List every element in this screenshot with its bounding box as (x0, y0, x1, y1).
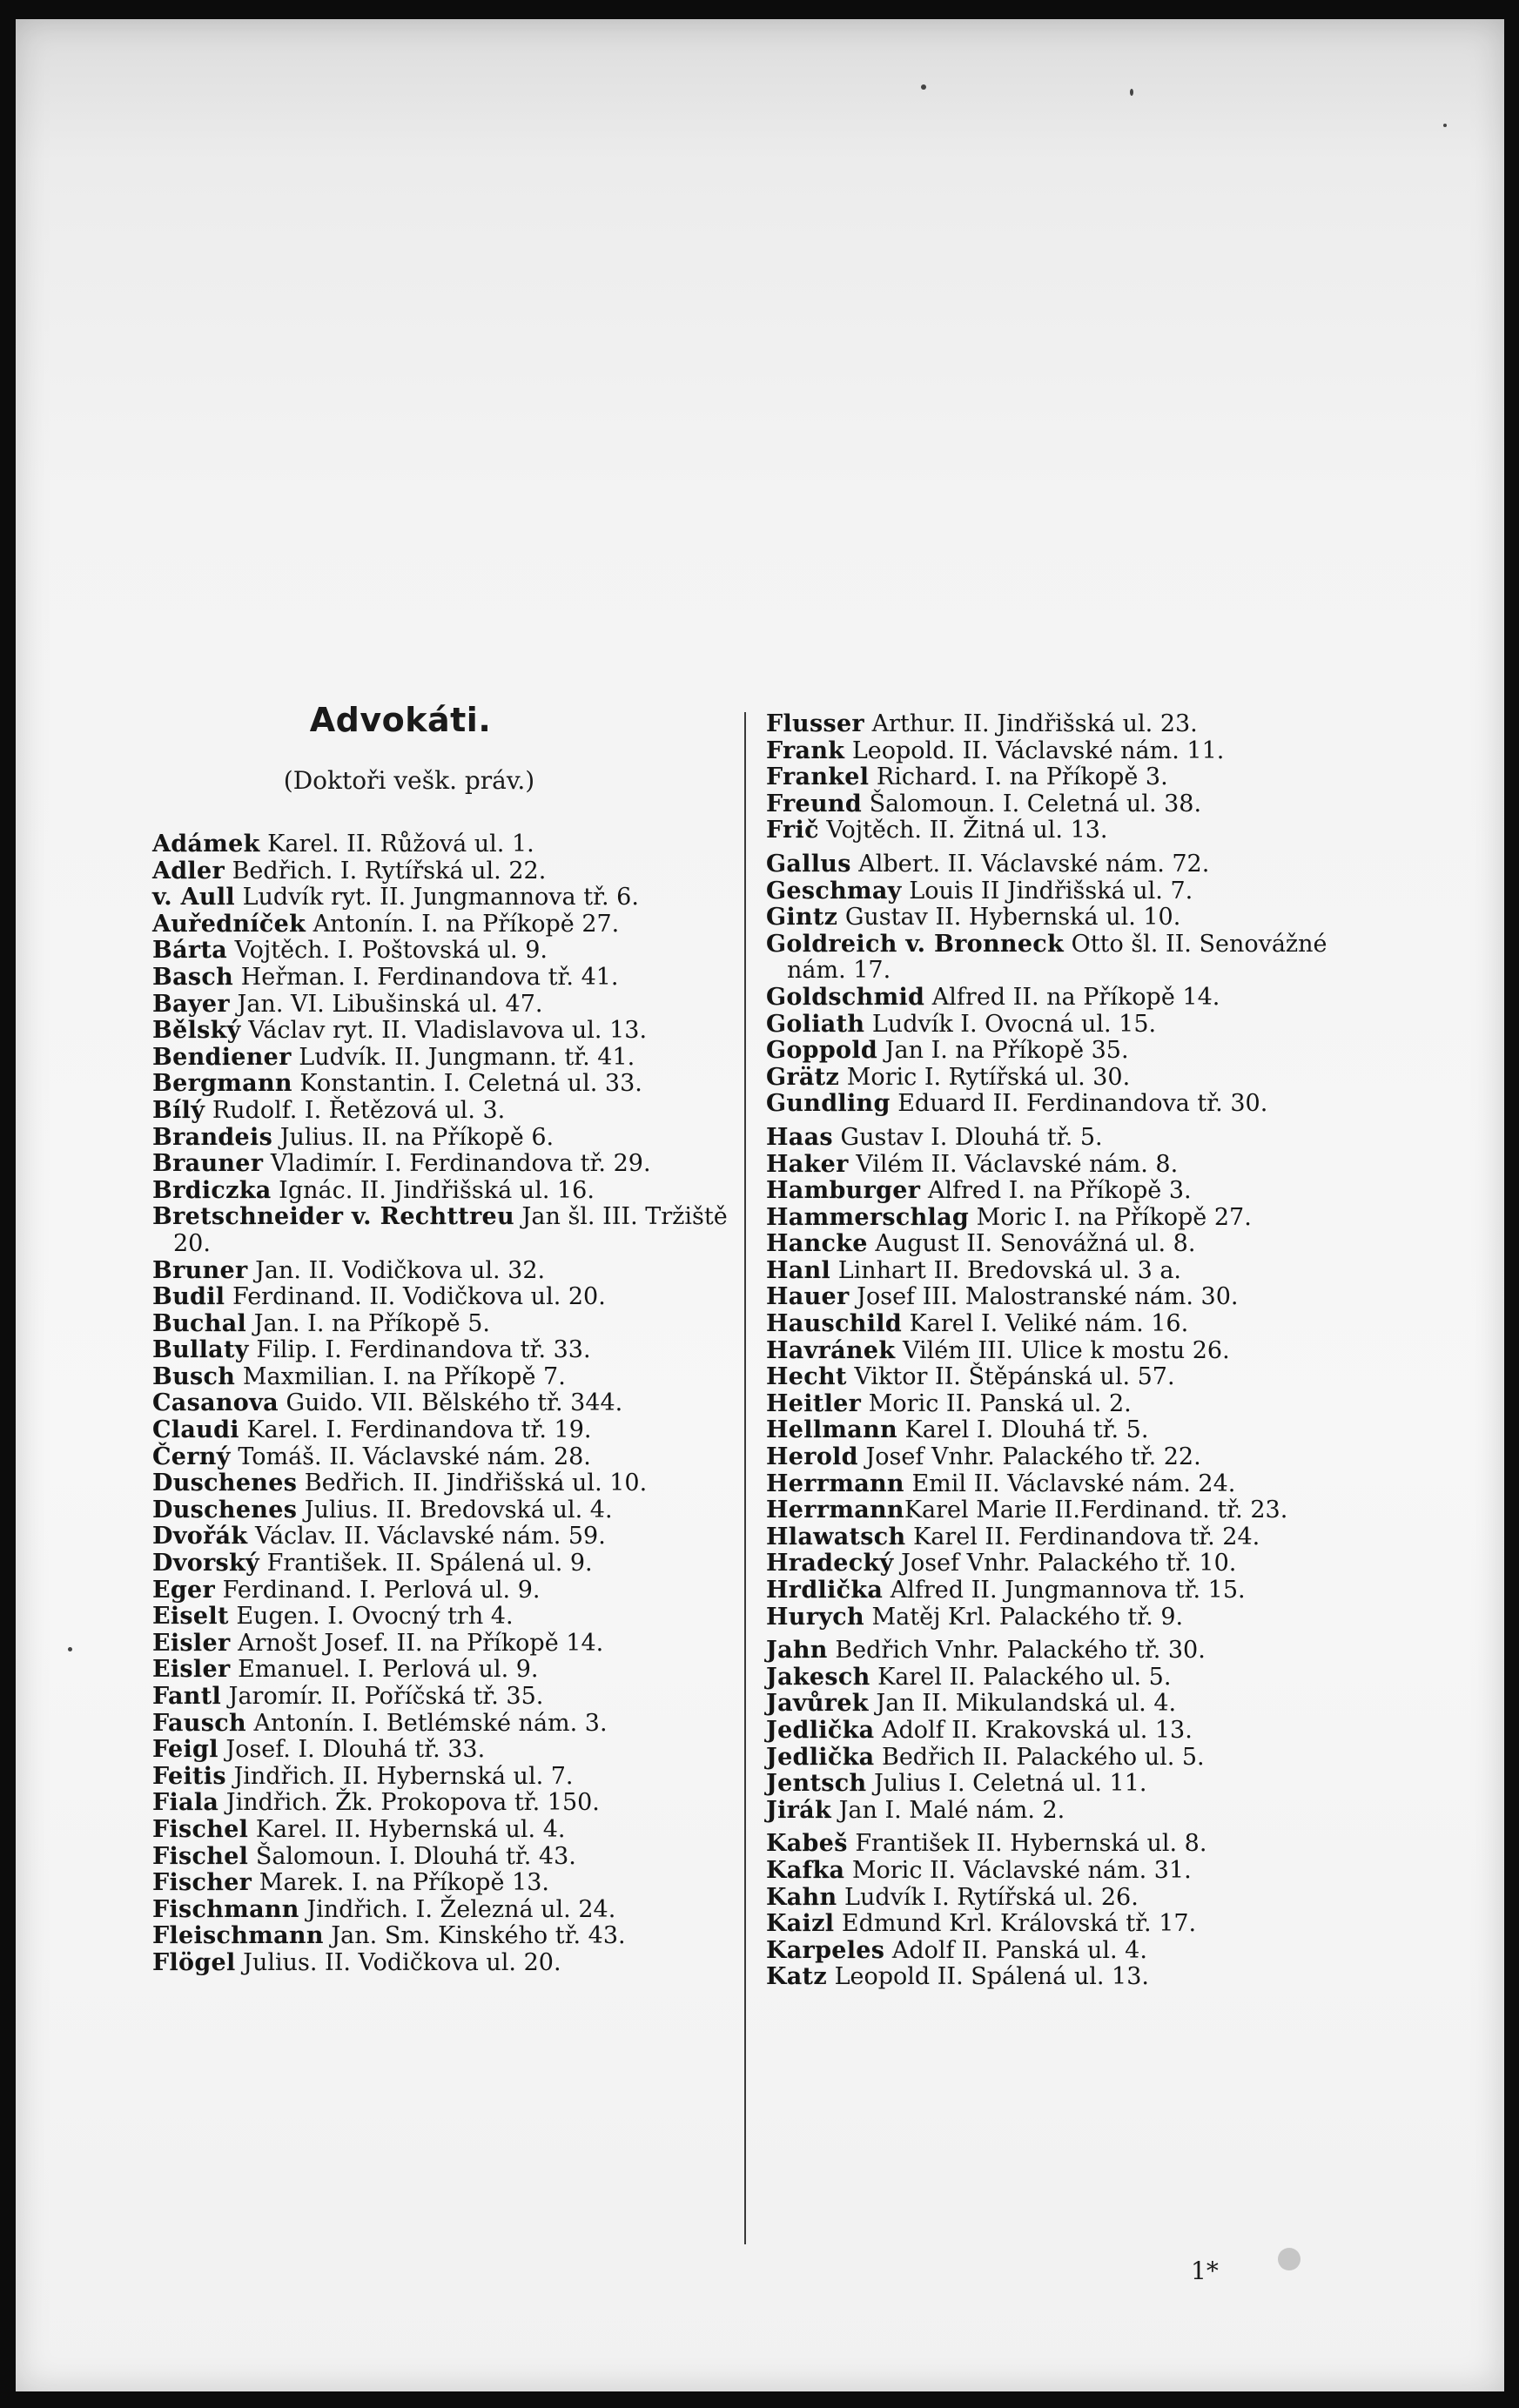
entry-name: Goppold (766, 1037, 878, 1065)
entry-name: Fleischmann (152, 1922, 324, 1950)
entry-name: Bendiener (152, 1043, 292, 1071)
entry-name: Brandeis (152, 1123, 273, 1151)
entry-name: Katz (766, 1963, 827, 1991)
entry-address: František II. Hybernská ul. 8. (855, 1830, 1207, 1858)
entry-name: Bárta (152, 937, 228, 965)
entry-name: Eger (152, 1576, 216, 1604)
entry-name: Frank (766, 737, 845, 764)
entry-name: Fischel (152, 1842, 249, 1870)
entry-name: Goliath (766, 1010, 865, 1038)
list-item (766, 1231, 1367, 1258)
ink-speck (921, 84, 926, 90)
entry-name: Flögel (152, 1948, 236, 1976)
entry-address: Linhart II. Bredovská ul. 3 a. (837, 1256, 1182, 1284)
entry-address: Eugen. I. Ovocný trh 4. (236, 1603, 514, 1631)
entry-name: Fischel (152, 1815, 249, 1843)
entry-address: Vilém III. Ulice k mostu 26. (902, 1336, 1230, 1364)
entry-name: Hanl (766, 1256, 831, 1284)
list-item (152, 1684, 753, 1711)
entry-name: Jahn (766, 1637, 828, 1665)
entry-name: Adler (152, 857, 225, 885)
ink-speck (1278, 2248, 1301, 2270)
entry-address: Josef Vnhr. Palackého tř. 10. (901, 1550, 1237, 1577)
entry-address: Šalomoun. I. Celetná ul. 38. (869, 790, 1202, 817)
entry-address: Vojtěch. II. Žitná ul. 13. (826, 817, 1108, 844)
list-item (766, 1964, 1367, 1991)
entry-address: Leopold. II. Václavské nám. 11. (851, 737, 1225, 764)
entry-address: August II. Senovážná ul. 8. (875, 1230, 1196, 1258)
entry-address: Josef. I. Dlouhá tř. 33. (225, 1736, 486, 1764)
entry-name: Casanova (152, 1389, 279, 1417)
list-item (766, 1798, 1367, 1825)
list-item (152, 1950, 753, 1977)
entry-address: Josef III. Malostranské nám. 30. (857, 1283, 1239, 1311)
list-item (766, 791, 1367, 818)
list-item (766, 1638, 1367, 1665)
list-item (766, 1065, 1367, 1092)
entry-address: Vilém II. Václavské nám. 8. (856, 1150, 1179, 1178)
entry-name: Herrmann (766, 1470, 904, 1497)
entry-name: Gintz (766, 904, 838, 932)
entry-address: Antonín. I. na Příkopě 27. (313, 910, 620, 938)
list-item (766, 1258, 1367, 1285)
list-item (152, 1390, 753, 1417)
entry-address: Albert. II. Václavské nám. 72. (858, 850, 1210, 878)
entry-address: Matěj Krl. Palackého tř. 9. (871, 1603, 1184, 1631)
entry-address: Ludvík. II. Jungmann. tř. 41. (299, 1043, 635, 1071)
list-item (766, 1771, 1367, 1798)
list-item (766, 738, 1367, 765)
list-item (152, 1045, 753, 1072)
list-item (152, 1897, 753, 1924)
entry-address: Jan. Sm. Kinského tř. 43. (331, 1922, 626, 1950)
list-item (766, 1152, 1367, 1179)
entry-name: Duschenes (152, 1470, 298, 1497)
list-item (766, 1038, 1367, 1065)
list-item (152, 1790, 753, 1817)
ink-speck (68, 1647, 72, 1651)
entry-address: Heřman. I. Ferdinandova tř. 41. (240, 963, 619, 991)
entry-address: Karel II. Ferdinandova tř. 24. (913, 1523, 1260, 1550)
entry-name: Bělský (152, 1017, 241, 1045)
page-title: Advokáti. (309, 701, 492, 739)
entry-name: Bruner (152, 1256, 248, 1284)
list-item (152, 1098, 753, 1125)
list-item (766, 878, 1367, 905)
list-item (766, 1125, 1367, 1152)
entry-name: Hradecký (766, 1550, 894, 1577)
entry-name: Gallus (766, 850, 851, 878)
entry-address: Šalomoun. I. Dlouhá tř. 43. (255, 1842, 576, 1870)
list-item (766, 985, 1367, 1012)
entry-name: Hancke (766, 1230, 868, 1258)
entry-address: Guido. VII. Bělského tř. 344. (286, 1389, 623, 1417)
entry-address: Ludvík ryt. II. Jungmannova tř. 6. (242, 884, 639, 911)
entry-address: Václav ryt. II. Vladislavova ul. 13. (248, 1017, 648, 1045)
entry-address: Jindřich. II. Hybernská ul. 7. (233, 1762, 574, 1790)
list-item (152, 1151, 753, 1178)
entry-name: Fantl (152, 1683, 222, 1710)
list-item (766, 1178, 1367, 1205)
entry-address: Karel I. Dlouhá tř. 5. (904, 1416, 1149, 1444)
entry-name: Budil (152, 1283, 225, 1311)
entry-address: Jan šl. III. Tržiště 20. (173, 1203, 728, 1257)
entry-address: Moric I. Rytířská ul. 30. (846, 1063, 1131, 1091)
list-item (152, 1737, 753, 1764)
entry-name: Feitis (152, 1762, 226, 1790)
entry-name: Hellmann (766, 1416, 897, 1444)
entry-address: Antonín. I. Betlémské nám. 3. (253, 1709, 608, 1737)
entry-name: v. Aull (152, 884, 235, 911)
list-item (152, 1844, 753, 1871)
page-signature: 1* (1191, 2257, 1219, 2285)
list-item (152, 1711, 753, 1738)
entry-address: Viktor II. Štěpánská ul. 57. (854, 1363, 1175, 1391)
list-item (152, 1817, 753, 1844)
entry-name: Jedlička (766, 1716, 875, 1744)
entry-name: Javůrek (766, 1690, 869, 1718)
entry-address: Otto šl. II. Senovážné nám. 17. (787, 930, 1327, 985)
entry-address: Vladimír. I. Ferdinandova tř. 29. (270, 1150, 651, 1178)
entry-name: Hamburger (766, 1177, 921, 1205)
entry-address: František. II. Spálená ul. 9. (266, 1550, 593, 1577)
entry-address: Alfred II. Jungmannova tř. 15. (890, 1577, 1246, 1604)
entry-name: Fischmann (152, 1895, 299, 1923)
entry-address: Karel Marie II.Ferdinand. tř. 23. (904, 1497, 1288, 1524)
entry-address: Moric II. Václavské nám. 31. (851, 1856, 1192, 1884)
list-item (152, 911, 753, 938)
entry-address: Filip. I. Ferdinandova tř. 33. (256, 1336, 591, 1364)
list-item (152, 992, 753, 1019)
list-item (152, 1125, 753, 1152)
entry-name: Haker (766, 1150, 849, 1178)
list-item (766, 1311, 1367, 1338)
list-item (766, 1364, 1367, 1391)
entry-address: Jan I. Malé nám. 2. (838, 1796, 1065, 1824)
entry-name: Bílý (152, 1096, 205, 1124)
entry-name: Eisler (152, 1629, 231, 1657)
entry-address: Ludvík I. Ovocná ul. 15. (871, 1010, 1157, 1038)
list-item (766, 1091, 1367, 1118)
list-item (766, 851, 1367, 878)
entry-name: Auředníček (152, 910, 306, 938)
list-item (766, 1524, 1367, 1551)
list-item (766, 1417, 1367, 1444)
list-item (152, 1071, 753, 1098)
entry-name: Bayer (152, 990, 230, 1018)
entry-name: Heitler (766, 1389, 862, 1417)
entry-name: Gundling (766, 1090, 891, 1118)
entry-address: Václav. II. Václavské nám. 59. (254, 1523, 606, 1550)
entry-address: Bedřich Vnhr. Palackého tř. 30. (835, 1637, 1206, 1665)
list-item (152, 1364, 753, 1391)
entry-name: Brdiczka (152, 1176, 272, 1204)
entry-name: Bergmann (152, 1070, 292, 1098)
entry-address: Jan. II. Vodičkova ul. 32. (255, 1256, 546, 1284)
right-column (766, 711, 1367, 1991)
entry-name: Busch (152, 1362, 236, 1390)
entry-address: Josef Vnhr. Palackého tř. 22. (865, 1443, 1201, 1471)
list-item (766, 1577, 1367, 1604)
entry-name: Hlawatsch (766, 1523, 906, 1550)
list-item (152, 1311, 753, 1338)
entry-address: Adolf II. Panská ul. 4. (891, 1936, 1147, 1964)
entry-address: Ludvík I. Rytířská ul. 26. (844, 1883, 1139, 1911)
entry-name: Karpeles (766, 1936, 885, 1964)
entry-address: Julius. II. Vodičkova ul. 20. (243, 1948, 561, 1976)
entry-name: Geschmay (766, 877, 902, 905)
list-item (766, 1665, 1367, 1692)
entry-name: Adámek (152, 831, 260, 858)
entry-address: Ferdinand. II. Vodičkova ul. 20. (232, 1283, 606, 1311)
entry-name: Frič (766, 817, 819, 844)
list-item (766, 1444, 1367, 1471)
list-item (766, 1858, 1367, 1885)
entry-name: Hecht (766, 1363, 847, 1391)
entry-address: Bedřich. I. Rytířská ul. 22. (232, 857, 547, 885)
list-item (152, 1284, 753, 1311)
list-item (766, 1391, 1367, 1418)
entry-name: Bullaty (152, 1336, 249, 1364)
list-item (152, 1870, 753, 1897)
entry-address: Karel I. Veliké nám. 16. (909, 1310, 1189, 1338)
list-item (152, 1417, 753, 1444)
entry-name: Grätz (766, 1063, 840, 1091)
list-item (152, 1604, 753, 1631)
list-item (766, 764, 1367, 791)
entry-address: Rudolf. I. Řetězová ul. 3. (212, 1096, 506, 1124)
entry-address: Julius. II. na Příkopě 6. (279, 1123, 555, 1151)
entry-address: Ferdinand. I. Perlová ul. 9. (222, 1576, 541, 1604)
entry-name: Freund (766, 790, 863, 817)
entry-address: Ignác. II. Jindřišská ul. 16. (279, 1176, 595, 1204)
entry-address: Jan II. Mikulandská ul. 4. (876, 1690, 1177, 1718)
entry-address: Gustav II. Hybernská ul. 10. (844, 904, 1181, 932)
entry-address: Adolf II. Krakovská ul. 13. (881, 1716, 1193, 1744)
entry-name: Kafka (766, 1856, 845, 1884)
entry-name: Buchal (152, 1309, 247, 1337)
entry-address: Karel. I. Ferdinandova tř. 19. (246, 1416, 592, 1444)
list-item (152, 1178, 753, 1205)
entry-name: Eiselt (152, 1603, 229, 1631)
list-item (152, 1444, 753, 1471)
list-item (766, 1012, 1367, 1039)
entry-name: Eisler (152, 1656, 231, 1684)
entry-address: Moric I. na Příkopě 27. (976, 1203, 1252, 1231)
entry-name: Dvořák (152, 1523, 248, 1550)
left-column (152, 831, 753, 1977)
entry-address: Tomáš. II. Václavské nám. 28. (238, 1443, 591, 1470)
entry-name: Hammerschlag (766, 1203, 970, 1231)
entry-address: Eduard II. Ferdinandova tř. 30. (897, 1090, 1268, 1118)
entry-address: Karel. II. Hybernská ul. 4. (255, 1815, 566, 1843)
entry-name: Jentsch (766, 1770, 867, 1798)
list-item (152, 1631, 753, 1658)
list-item (152, 938, 753, 965)
entry-address: Bedřich II. Palackého ul. 5. (881, 1743, 1205, 1771)
list-item (152, 1497, 753, 1524)
list-item (766, 1284, 1367, 1311)
list-item (766, 1885, 1367, 1912)
entry-name: Fischer (152, 1869, 252, 1897)
entry-address: Jindřich. I. Železná ul. 24. (306, 1895, 616, 1923)
entry-name: Goldschmid (766, 983, 925, 1011)
list-item (766, 1471, 1367, 1498)
list-item (766, 1691, 1367, 1718)
list-item (152, 885, 753, 911)
entry-name: Frankel (766, 763, 870, 791)
entry-address: Julius. II. Bredovská ul. 4. (304, 1496, 613, 1523)
entry-address: Konstantin. I. Celetná ul. 33. (299, 1070, 642, 1098)
entry-address: Arnošt Josef. II. na Příkopě 14. (238, 1629, 604, 1657)
entry-address: Karel II. Palackého ul. 5. (877, 1663, 1172, 1691)
entry-name: Hauschild (766, 1310, 902, 1338)
list-item (152, 1523, 753, 1550)
list-item (152, 1577, 753, 1604)
list-item (152, 1018, 753, 1045)
entry-name: Jakesch (766, 1663, 870, 1691)
entry-address: Karel. II. Růžová ul. 1. (267, 831, 534, 858)
list-item (766, 1911, 1367, 1938)
entry-name: Basch (152, 963, 234, 991)
list-item (766, 1338, 1367, 1365)
entry-address: Vojtěch. I. Poštovská ul. 9. (234, 937, 548, 965)
entry-name: Bretschneider v. Rechttreu (152, 1203, 514, 1231)
list-item (152, 1337, 753, 1364)
list-item (766, 1604, 1367, 1631)
entry-address: Julius I. Celetná ul. 11. (874, 1770, 1147, 1798)
list-item (152, 1923, 753, 1950)
entry-address: Edmund Krl. Královská tř. 17. (841, 1910, 1197, 1938)
list-item (152, 1470, 753, 1497)
list-item (766, 1831, 1367, 1858)
entry-address: Emil II. Václavské nám. 24. (911, 1470, 1236, 1497)
list-item (152, 1657, 753, 1684)
entry-address: Gustav I. Dlouhá tř. 5. (840, 1123, 1103, 1151)
entry-name: Duschenes (152, 1496, 298, 1523)
entry-name: Feigl (152, 1736, 218, 1764)
entry-address: Leopold II. Spálená ul. 13. (834, 1963, 1149, 1991)
list-item (766, 905, 1367, 932)
list-item (766, 1550, 1367, 1577)
entry-address: Maxmilian. I. na Příkopě 7. (242, 1362, 566, 1390)
list-item (766, 932, 1367, 985)
entry-name: Dvorský (152, 1550, 260, 1577)
entry-name: Haas (766, 1123, 833, 1151)
entry-name: Fiala (152, 1789, 219, 1817)
entry-address: Marek. I. na Příkopě 13. (259, 1869, 549, 1897)
list-item (152, 1764, 753, 1791)
entry-address: Moric II. Panská ul. 2. (868, 1389, 1132, 1417)
list-item (152, 965, 753, 992)
entry-address: Alfred II. na Příkopě 14. (931, 983, 1220, 1011)
entry-name: Fausch (152, 1709, 246, 1737)
entry-name: Havránek (766, 1336, 896, 1364)
list-item (766, 1745, 1367, 1772)
ink-speck (1130, 89, 1133, 96)
entry-name: Goldreich v. Bronneck (766, 930, 1065, 958)
list-item (766, 1497, 1367, 1524)
entry-name: Jedlička (766, 1743, 875, 1771)
list-item (766, 711, 1367, 738)
entry-name: Kahn (766, 1883, 837, 1911)
entry-address: Arthur. II. Jindřišská ul. 23. (871, 710, 1198, 737)
list-item (766, 1205, 1367, 1232)
entry-address: Louis II Jindřišská ul. 7. (909, 877, 1193, 905)
entry-name: Herold (766, 1443, 858, 1471)
list-item (766, 1718, 1367, 1745)
list-item (766, 817, 1367, 844)
entry-address: Richard. I. na Příkopě 3. (876, 763, 1168, 791)
entry-name: Flusser (766, 710, 864, 737)
entry-name: Brauner (152, 1150, 264, 1178)
list-item (152, 1258, 753, 1285)
entry-name: Hurych (766, 1603, 864, 1631)
entry-name: Jirák (766, 1796, 831, 1824)
entry-address: Jindřich. Žk. Prokopova tř. 150. (225, 1789, 600, 1817)
list-item (152, 858, 753, 885)
entry-name: Černý (152, 1443, 231, 1470)
page-subtitle: (Doktoři vešk. práv.) (283, 766, 535, 795)
entry-name: Kabeš (766, 1830, 848, 1858)
list-item (766, 1938, 1367, 1965)
entry-address: Emanuel. I. Perlová ul. 9. (238, 1656, 539, 1684)
entry-address: Alfred I. na Příkopě 3. (927, 1177, 1192, 1205)
list-item (152, 831, 753, 858)
entry-address: Jaromír. II. Poříčská tř. 35. (228, 1683, 544, 1710)
entry-name: Claudi (152, 1416, 239, 1444)
list-item (152, 1550, 753, 1577)
entry-address: Jan. I. na Příkopě 5. (253, 1309, 490, 1337)
entry-name: Hrdlička (766, 1577, 884, 1604)
entry-name: Herrmann (766, 1497, 904, 1524)
entry-name: Kaizl (766, 1910, 835, 1938)
entry-name: Hauer (766, 1283, 850, 1311)
entry-address: Bedřich. II. Jindřišská ul. 10. (304, 1470, 648, 1497)
list-item (152, 1204, 753, 1257)
ink-speck (1443, 124, 1447, 127)
entry-address: Jan I. na Příkopě 35. (884, 1037, 1129, 1065)
entry-address: Jan. VI. Libušinská ul. 47. (237, 990, 543, 1018)
